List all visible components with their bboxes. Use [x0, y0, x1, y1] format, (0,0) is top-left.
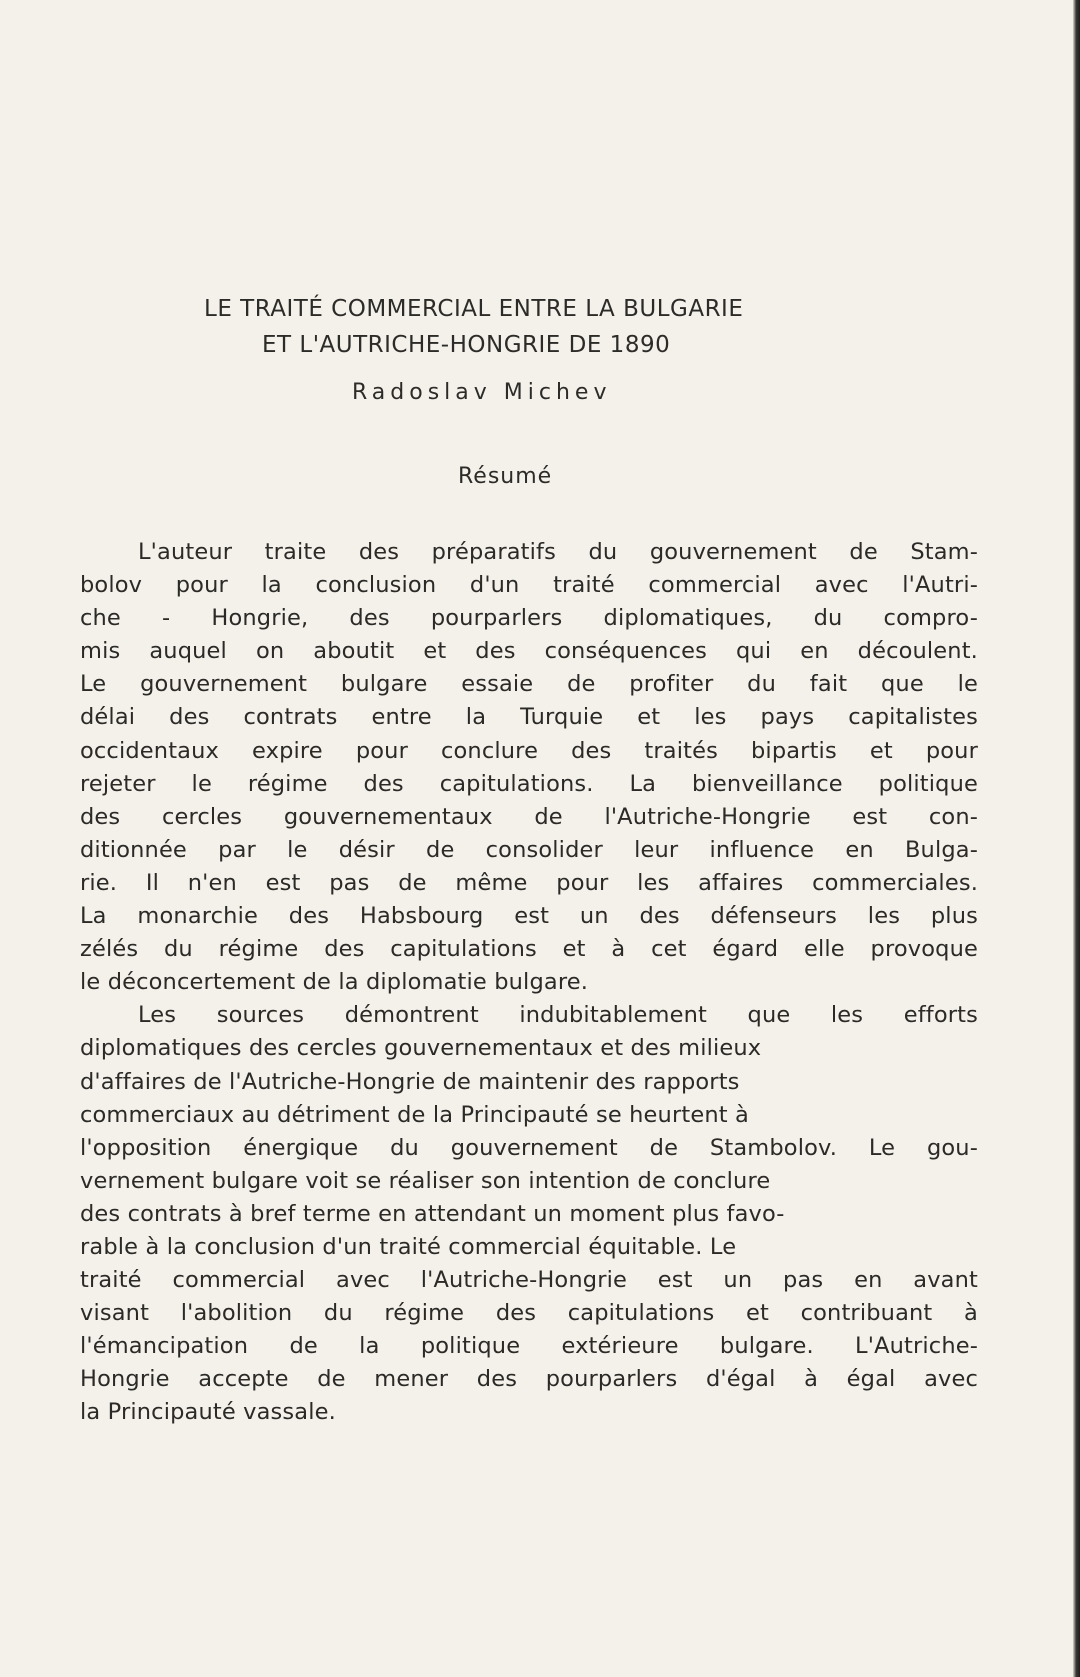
paragraph-1-line: bolov pour la conclusion d'un traité commercial avec l'Autri-: [80, 572, 978, 599]
paragraph-2-line: des contrats à bref terme en attendant un moment plus favo-: [80, 1200, 785, 1227]
paragraph-1-line: des cercles gouvernementaux de l'Autriche-Hongrie est con-: [80, 803, 978, 830]
paragraph-1-line: che - Hongrie, des pourparlers diplomatiques, du compro-: [80, 605, 978, 632]
paragraph-2-line: la Principauté vassale.: [80, 1399, 336, 1426]
abstract-body: [80, 536, 980, 1430]
paragraph-2-line: l'émancipation de la politique extérieure bulgare. L'Autriche-: [80, 1333, 978, 1360]
paragraph-2-line: d'affaires de l'Autriche-Hongrie de maintenir des rapports: [80, 1068, 740, 1095]
paragraph-2-line: commerciaux au détriment de la Principauté se heurtent à: [80, 1101, 749, 1128]
paragraph-1-line: La monarchie des Habsbourg est un des défenseurs les plus: [80, 903, 978, 930]
paragraph-1-line: occidentaux expire pour conclure des traités bipartis et pour: [80, 737, 978, 764]
paragraph-1-line: rejeter le régime des capitulations. La bienveillance politique: [80, 770, 978, 797]
author-name: Radoslav Michev: [352, 380, 612, 405]
paragraph-1-line: le déconcertement de la diplomatie bulgare.: [80, 969, 589, 996]
paragraph-2-line: visant l'abolition du régime des capitulations et contribuant à: [80, 1300, 978, 1327]
paragraph-1-line: mis auquel on aboutit et des conséquences qui en découlent.: [80, 638, 978, 665]
paragraph-2-line: Les sources démontrent indubitablement que les efforts: [138, 1002, 978, 1029]
paragraph-1-line: Le gouvernement bulgare essaie de profiter du fait que le: [80, 671, 978, 698]
paragraph-1-line: rie. Il n'en est pas de même pour les affaires commerciales.: [80, 869, 978, 896]
paragraph-1-line: délai des contrats entre la Turquie et les pays capitalistes: [80, 704, 978, 731]
paragraph-1-line: ditionnée par le désir de consolider leur influence en Bulga-: [80, 836, 978, 863]
title-line-2: ET L'AUTRICHE-HONGRIE DE 1890: [262, 332, 671, 358]
paragraph-2-line: Hongrie accepte de mener des pourparlers d'égal à égal avec: [80, 1366, 978, 1393]
paragraph-2-line: vernement bulgare voit se réaliser son intention de conclure: [80, 1167, 771, 1194]
title-line-1: LE TRAITÉ COMMERCIAL ENTRE LA BULGARIE: [204, 296, 744, 322]
paragraph-1-line: L'auteur traite des préparatifs du gouvernement de Stam-: [138, 539, 978, 565]
paragraph-2-line: traité commercial avec l'Autriche-Hongrie est un pas en avant: [80, 1267, 978, 1294]
paragraph-2-line: rable à la conclusion d'un traité commercial équitable. Le: [80, 1233, 737, 1260]
paragraph-2-line: l'opposition énergique du gouvernement de Stambolov. Le gou-: [80, 1134, 978, 1161]
paragraph-2-line: diplomatiques des cercles gouvernementaux et des milieux: [80, 1035, 762, 1062]
page-binding-edge: [1073, 0, 1080, 1677]
paragraph-1-line: zélés du régime des capitulations et à cet égard elle provoque: [80, 936, 978, 963]
section-heading: Résumé: [458, 464, 553, 489]
